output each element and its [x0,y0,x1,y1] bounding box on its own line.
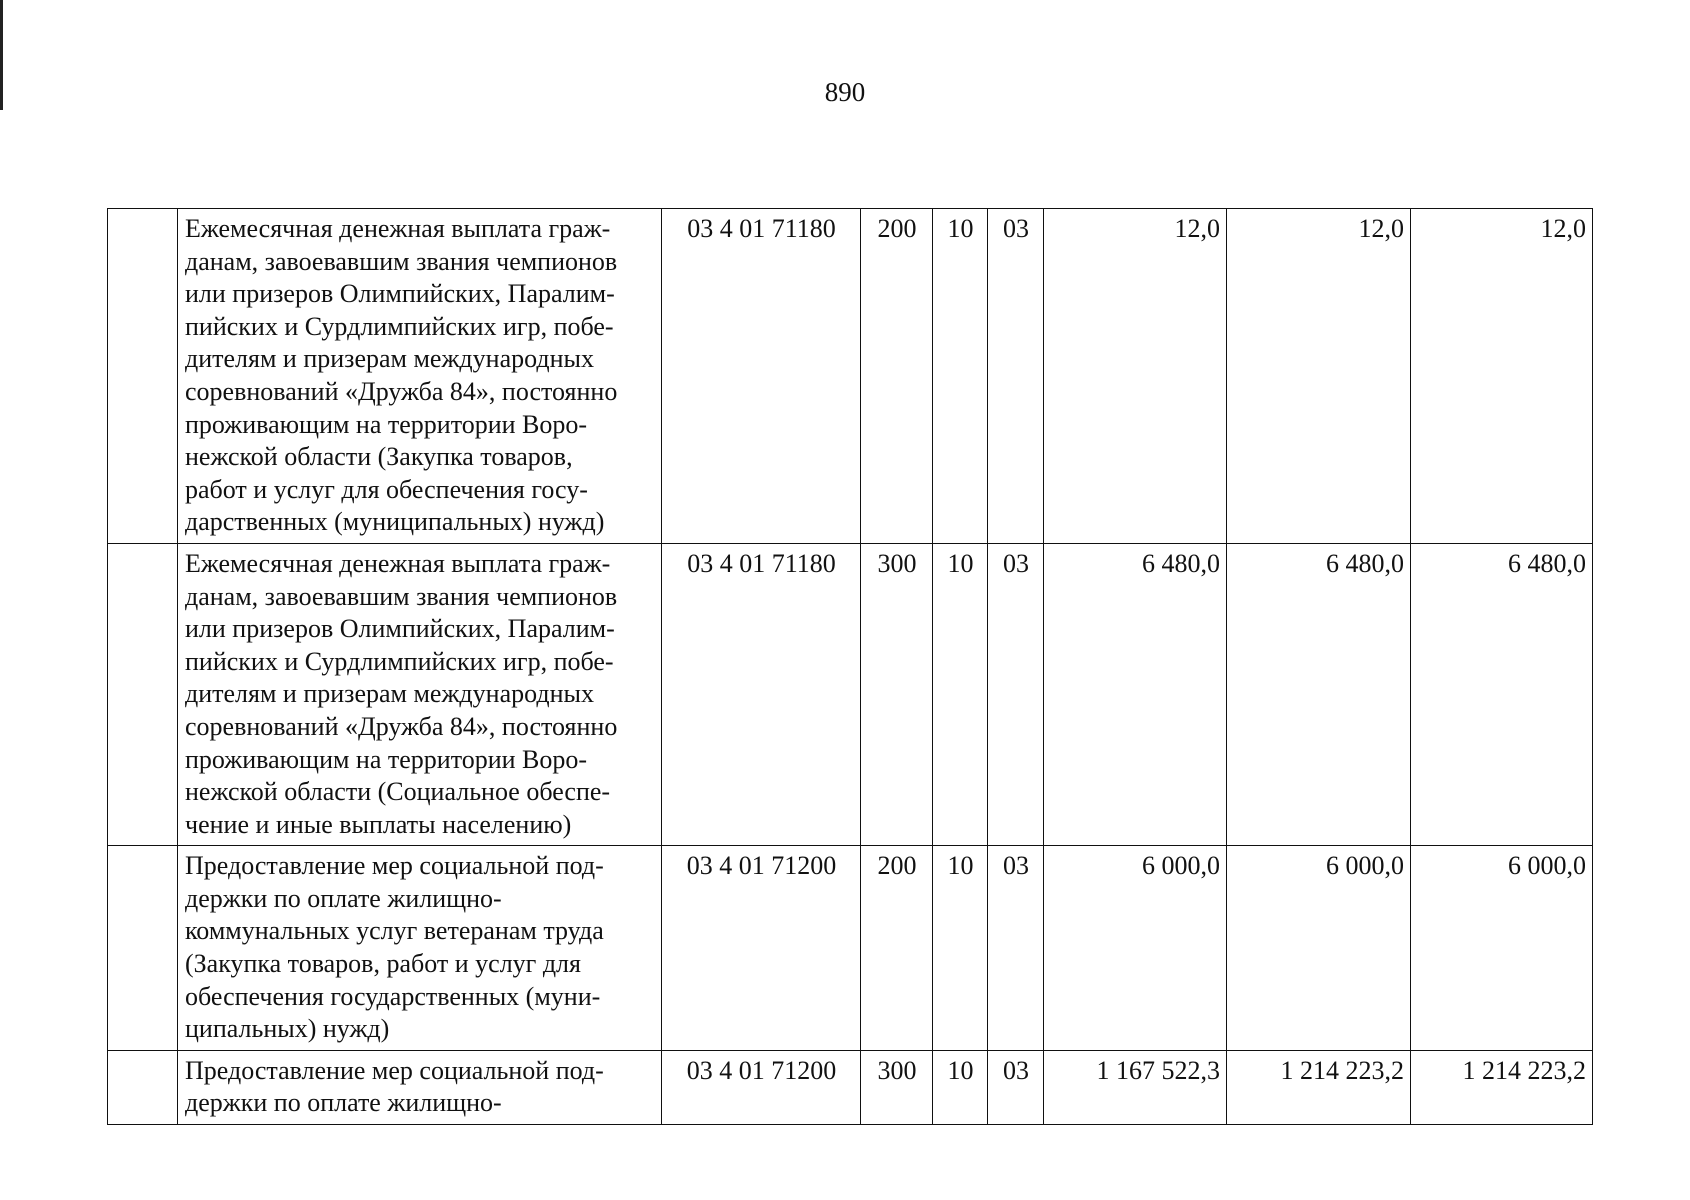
amount-year3-cell: 12,0 [1411,209,1593,544]
section-cell: 10 [933,543,988,845]
row-name-line: работ и услуг для обеспечения госу- [185,474,588,504]
row-name-line: нежской области (Закупка товаров, [185,442,573,472]
row-name-line: Ежемесячная денежная выплата граж- [185,214,611,243]
table-row [108,209,1593,544]
subsection-cell: 03 [988,543,1044,845]
amount-year2-cell: 1 214 223,2 [1227,1050,1411,1124]
amount-year1-cell: 1 167 522,3 [1044,1050,1227,1124]
subsection-cell: 03 [988,846,1044,1051]
row-name-line: данам, завоевавшим звания чемпионов [185,246,618,276]
row-number-cell [108,1050,178,1124]
table-row [108,1050,1593,1124]
row-name-line: коммунальных услуг ветеранам труда [185,916,604,946]
target-article-code-cell: 03 4 01 71200 [662,846,861,1051]
row-name-line: пийских и Сурдлимпийских игр, побе- [185,311,614,341]
row-name-cell [178,1050,662,1124]
row-name-line: дарственных (муниципальных) нужд) [185,507,605,537]
row-number-cell [108,543,178,845]
row-name-line: (Закупка товаров, работ и услуг для [185,949,581,979]
row-name-line: чение и иные выплаты населению) [185,809,572,839]
amount-year3-cell: 6 000,0 [1411,846,1593,1051]
expense-type-cell: 200 [861,209,933,544]
row-name-line: проживающим на территории Воро- [185,409,588,439]
amount-year3-cell: 1 214 223,2 [1411,1050,1593,1124]
subsection-cell: 03 [988,1050,1044,1124]
subsection-cell: 03 [988,209,1044,544]
row-name-line: Предоставление мер социальной под- [185,1055,604,1085]
row-name-line: обеспечения государственных (муни- [185,981,601,1011]
table-row [108,846,1593,1051]
row-name-line: дителям и призерам международных [185,344,594,374]
target-article-code-cell: 03 4 01 71180 [662,209,861,544]
section-cell: 10 [933,846,988,1051]
page-number: 890 [824,77,866,107]
row-name-line: проживающим на территории Воро- [185,744,588,774]
row-name-line: пийских и Сурдлимпийских игр, побе- [185,646,614,676]
budget-table [107,208,1593,1125]
row-name-line: данам, завоевавшим звания чемпионов [185,581,618,611]
row-name-line: Ежемесячная денежная выплата граж- [185,548,611,578]
row-number-cell [108,209,178,544]
amount-year3-cell: 6 480,0 [1411,543,1593,845]
row-name-line: держки по оплате жилищно- [185,1088,502,1118]
section-cell: 10 [933,1050,988,1124]
amount-year1-cell: 12,0 [1044,209,1227,544]
expense-type-cell: 300 [861,1050,933,1124]
table-row [108,543,1593,845]
row-name-line: соревнований «Дружба 84», постоянно [185,376,618,406]
amount-year2-cell: 6 480,0 [1227,543,1411,845]
amount-year2-cell: 6 000,0 [1227,846,1411,1051]
row-name-line: или призеров Олимпийских, Паралим- [185,614,615,644]
amount-year1-cell: 6 000,0 [1044,846,1227,1051]
amount-year2-cell: 12,0 [1227,209,1411,544]
row-name-line: нежской области (Социальное обеспе- [185,777,611,807]
section-cell: 10 [933,209,988,544]
row-name-line: Предоставление мер социальной под- [185,851,604,881]
row-name-line: или призеров Олимпийских, Паралим- [185,279,615,309]
row-name-line: держки по оплате жилищно- [185,883,502,913]
row-name-line: соревнований «Дружба 84», постоянно [185,711,618,741]
row-name-cell [178,846,662,1051]
row-name-line: дителям и призерам международных [185,679,594,709]
row-number-cell [108,846,178,1051]
target-article-code-cell: 03 4 01 71180 [662,543,861,845]
expense-type-cell: 200 [861,846,933,1051]
amount-year1-cell: 6 480,0 [1044,543,1227,845]
target-article-code-cell: 03 4 01 71200 [662,1050,861,1124]
row-name-cell [178,209,662,544]
row-name-line: ципальных) нужд) [185,1014,390,1044]
expense-type-cell: 300 [861,543,933,845]
row-name-cell [178,543,662,845]
